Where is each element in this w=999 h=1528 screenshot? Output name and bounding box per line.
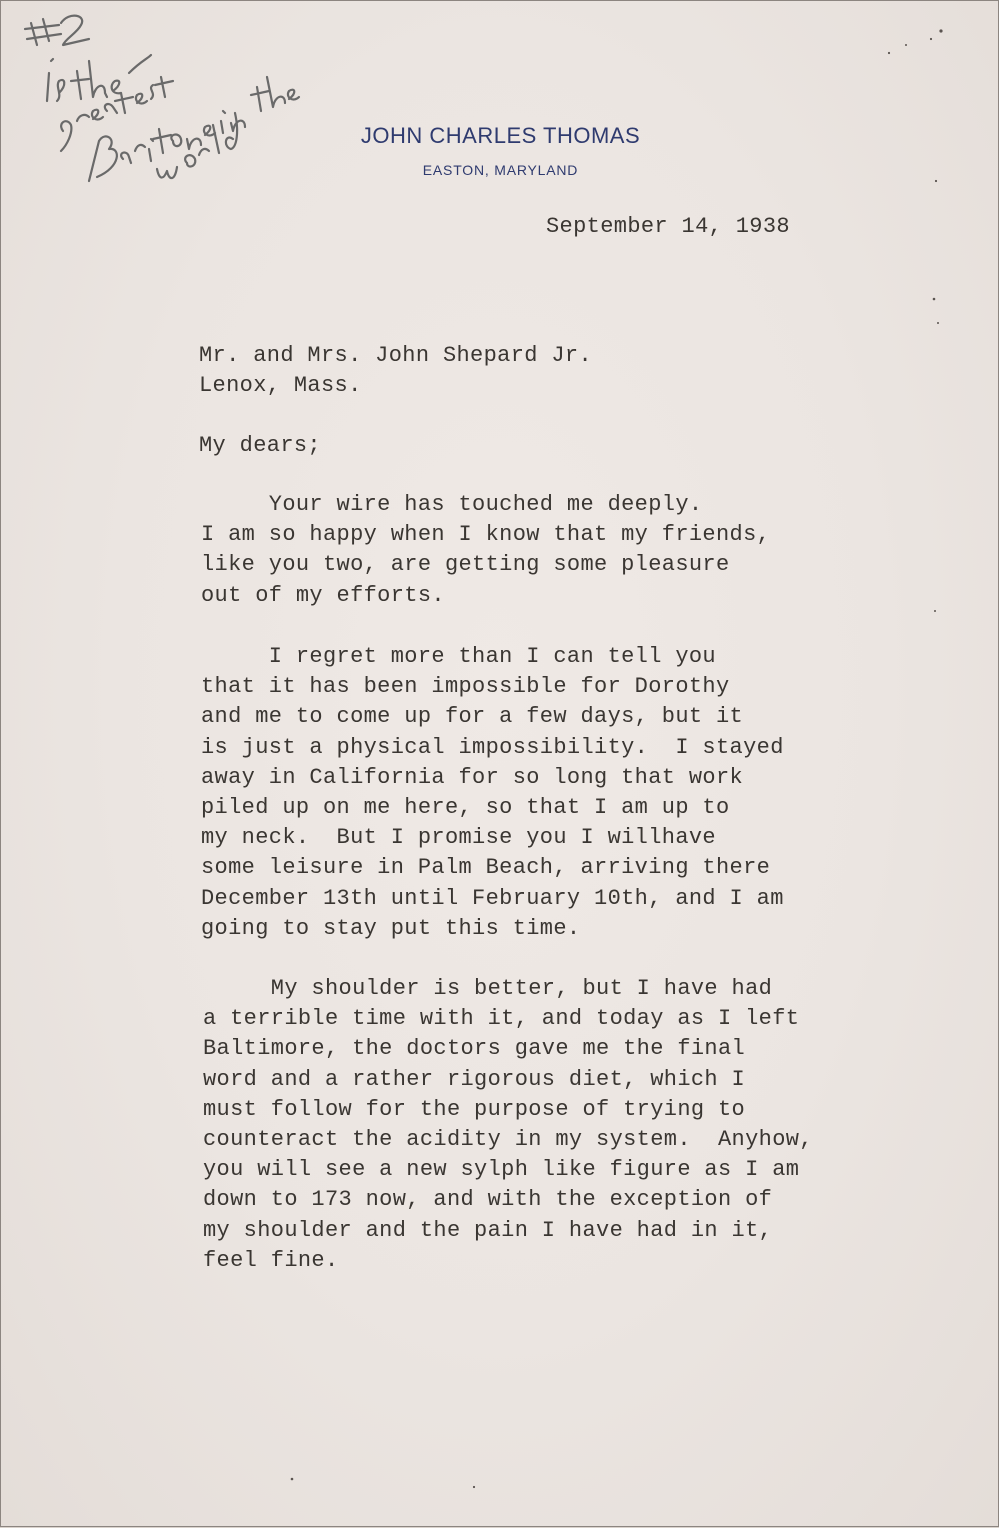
paragraph-line: Your wire has touched me deeply. xyxy=(201,492,703,517)
body-paragraph-1 xyxy=(201,490,770,611)
paragraph-line: I am so happy when I know that my friends, xyxy=(201,522,771,548)
paragraph-line: word and a rather rigorous diet, which I xyxy=(203,1066,746,1092)
paragraph-line: Baltimore, the doctors gave me the final xyxy=(203,1036,746,1062)
paragraph-line: must follow for the purpose of trying to xyxy=(203,1096,746,1122)
paragraph-line: a terrible time with it, and today as I left xyxy=(203,1006,800,1032)
paragraph-line: away in California for so long that work xyxy=(201,764,744,790)
paragraph-line: I regret more than I can tell you xyxy=(201,644,716,669)
paragraph-line: out of my efforts. xyxy=(201,582,445,608)
body-paragraph-3 xyxy=(203,974,813,1276)
recipient-name: Mr. and Mrs. John Shepard Jr. xyxy=(199,343,593,368)
paragraph-line: feel fine. xyxy=(203,1247,339,1273)
paragraph-line: my neck. But I promise you I willhave xyxy=(201,825,716,851)
paragraph-line: going to stay put this time. xyxy=(201,915,581,941)
recipient-address xyxy=(199,341,592,401)
paragraph-line: my shoulder and the pain I have had in it, xyxy=(203,1217,773,1243)
paragraph-line: counteract the acidity in my system. Anyhow, xyxy=(203,1127,813,1153)
handwritten-line-1 xyxy=(47,55,151,101)
salutation: My dears; xyxy=(199,433,321,458)
paragraph-line: My shoulder is better, but I have had xyxy=(203,976,773,1001)
letter-date: September 14, 1938 xyxy=(546,214,790,239)
paragraph-line: and me to come up for a few days, but it xyxy=(201,704,744,730)
recipient-city: Lenox, Mass. xyxy=(199,373,362,399)
paragraph-line: that it has been impossible for Dorothy xyxy=(201,674,730,700)
paragraph-line: some leisure in Palm Beach, arriving there xyxy=(201,855,771,881)
paragraph-line: like you two, are getting some pleasure xyxy=(201,552,730,578)
handwritten-number-mark xyxy=(25,16,89,45)
paragraph-line: is just a physical impossibility. I stayed xyxy=(201,734,784,760)
paragraph-line: you will see a new sylph like figure as I am xyxy=(203,1157,800,1183)
paragraph-line: December 13th until February 10th, and I am xyxy=(201,885,784,911)
letterhead-location: EASTON, MARYLAND xyxy=(422,162,579,178)
paragraph-line: piled up on me here, so that I am up to xyxy=(201,795,730,821)
paragraph-line: down to 173 now, and with the exception of xyxy=(203,1187,773,1213)
body-paragraph-2 xyxy=(201,642,784,944)
letterhead-name: JOHN CHARLES THOMAS xyxy=(360,123,641,148)
